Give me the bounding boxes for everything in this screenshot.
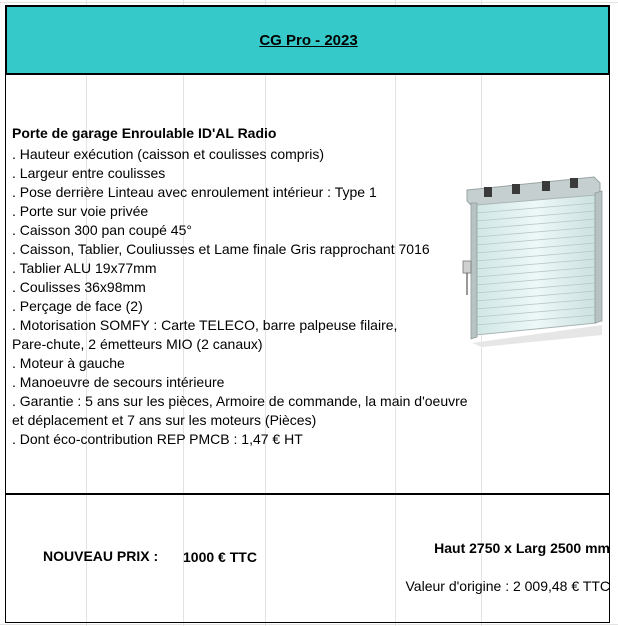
feature-item: . Tablier ALU 19x77mm [12, 260, 157, 276]
feature-list [12, 145, 468, 449]
new-price-value: 1000 € TTC [183, 549, 257, 565]
feature-item: et déplacement et 7 ans sur les moteurs (Pièces) [12, 412, 317, 428]
page-title: CG Pro - 2023 [259, 31, 358, 49]
feature-item: . Hauteur exécution (caisson et coulisses compris) [12, 146, 325, 162]
new-price-label: NOUVEAU PRIX : [43, 548, 159, 564]
feature-item: . Dont éco-contribution REP PMCB : 1,47 € HT [12, 431, 303, 447]
feature-item: . Manoeuvre de secours intérieure [12, 374, 225, 390]
feature-item: . Largeur entre coulisses [12, 165, 166, 181]
gridline [0, 624, 618, 625]
header-bar [5, 5, 610, 75]
feature-item: . Motorisation SOMFY : Carte TELECO, barre palpeuse filaire, [12, 317, 398, 333]
feature-item: . Caisson, Tablier, Couliusses et Lame finale Gris rapprochant 7016 [12, 241, 430, 257]
feature-item: Pare-chute, 2 émetteurs MIO (2 canaux) [12, 336, 263, 352]
dimensions-text: Haut 2750 x Larg 2500 mm [434, 540, 610, 556]
feature-item: . Caisson 300 pan coupé 45° [12, 222, 192, 238]
feature-item: . Coulisses 36x98mm [12, 279, 146, 295]
roller-garage-door-icon [462, 175, 604, 347]
feature-item: . Garantie : 5 ans sur les pièces, Armoire de commande, la main d'oeuvre [12, 393, 468, 409]
feature-item: . Pose derrière Linteau avec enroulement intérieur : Type 1 [12, 184, 377, 200]
gridline [0, 2, 618, 3]
original-value-text: Valeur d'origine : 2 009,48 € TTC [405, 578, 610, 594]
feature-item: . Perçage de face (2) [12, 298, 143, 314]
product-title: Porte de garage Enroulable ID'AL Radio [12, 125, 277, 141]
feature-item: . Porte sur voie privée [12, 203, 149, 219]
feature-item: . Moteur à gauche [12, 355, 125, 371]
